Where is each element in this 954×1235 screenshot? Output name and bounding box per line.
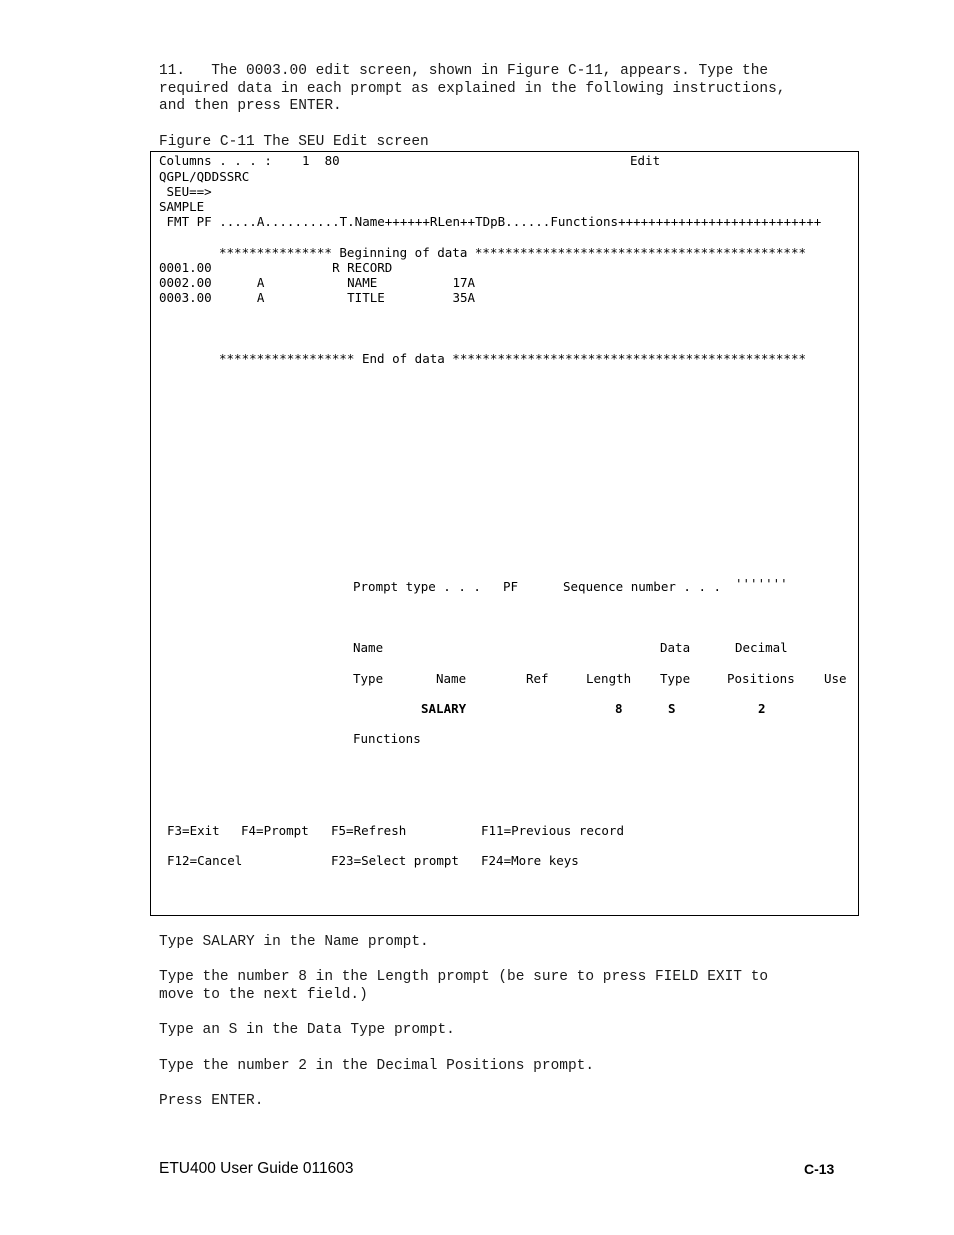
sequence-number-label: Sequence number . . . <box>563 579 722 594</box>
record-text: R RECORD <box>211 260 393 275</box>
data-type-field[interactable]: S <box>668 701 676 716</box>
f4-prompt-key[interactable]: F4=Prompt <box>241 823 309 838</box>
header-ref: Ref <box>526 671 549 686</box>
sequence-number: 0003.00 <box>159 290 212 305</box>
prompt-type-value: PF <box>503 579 519 594</box>
record-text: A NAME 17A <box>211 275 476 290</box>
f12-cancel-key[interactable]: F12=Cancel <box>167 853 243 868</box>
f24-more-keys-key[interactable]: F24=More keys <box>481 853 579 868</box>
seu-command-prompt[interactable]: SEU==> <box>159 184 212 199</box>
record-row[interactable] <box>159 260 392 275</box>
footer-guide-title: ETU400 User Guide 011603 <box>159 1160 354 1177</box>
functions-label: Functions <box>353 731 421 746</box>
intro-line-2: required data in each prompt as explained in the following instructions, <box>159 81 786 97</box>
sequence-number: 0002.00 <box>159 275 212 290</box>
record-text: A TITLE 35A <box>211 290 476 305</box>
f3-exit-key[interactable]: F3=Exit <box>167 823 220 838</box>
instruction-step: Type an S in the Data Type prompt. <box>159 1022 455 1038</box>
f23-select-prompt-key[interactable]: F23=Select prompt <box>331 853 459 868</box>
header-type: Type <box>353 671 384 686</box>
sequence-number: 0001.00 <box>159 260 212 275</box>
length-field[interactable]: 8 <box>615 701 623 716</box>
instruction-step: Type SALARY in the Name prompt. <box>159 934 429 950</box>
figure-caption: Figure C-11 The SEU Edit screen <box>159 134 429 150</box>
intro-line-1: 11. The 0003.00 edit screen, shown in Figure C-11, appears. Type the <box>159 63 769 79</box>
header-data: Data <box>660 640 691 655</box>
prompt-type-label: Prompt type . . . <box>353 579 481 594</box>
instruction-step: Type the number 2 in the Decimal Positions prompt. <box>159 1058 595 1074</box>
format-line: FMT PF .....A..........T.Name++++++RLen++TDpB......Functions+++++++++++++++++++++++++++ <box>159 214 822 229</box>
intro-line-3: and then press ENTER. <box>159 98 342 114</box>
mode-indicator: Edit <box>630 153 661 168</box>
beginning-of-data: *************** Beginning of data ******************************************** <box>219 245 806 260</box>
instruction-step: Press ENTER. <box>159 1093 264 1109</box>
record-row[interactable] <box>159 275 475 290</box>
library-file: QGPL/QDDSSRC <box>159 169 250 184</box>
sequence-number-field[interactable]: ''''''' <box>735 576 788 591</box>
name-field[interactable]: SALARY <box>421 701 467 716</box>
decimal-positions-field[interactable]: 2 <box>758 701 766 716</box>
header-decimal: Decimal <box>735 640 788 655</box>
columns-indicator: Columns . . . : 1 80 <box>159 153 340 168</box>
header-length: Length <box>586 671 632 686</box>
record-row[interactable] <box>159 290 475 305</box>
header-data-type: Type <box>660 671 691 686</box>
header-use: Use <box>824 671 847 686</box>
page-number: C-13 <box>804 1161 835 1177</box>
member-name: SAMPLE <box>159 199 205 214</box>
seu-edit-screen <box>150 151 859 916</box>
instruction-step: move to the next field.) <box>159 987 368 1003</box>
header-field-name: Name <box>436 671 467 686</box>
f5-refresh-key[interactable]: F5=Refresh <box>331 823 407 838</box>
end-of-data: ****************** End of data *********************************************** <box>219 351 806 366</box>
instruction-step: Type the number 8 in the Length prompt (be sure to press FIELD EXIT to <box>159 969 769 985</box>
header-name: Name <box>353 640 384 655</box>
f11-previous-record-key[interactable]: F11=Previous record <box>481 823 624 838</box>
header-positions: Positions <box>727 671 795 686</box>
